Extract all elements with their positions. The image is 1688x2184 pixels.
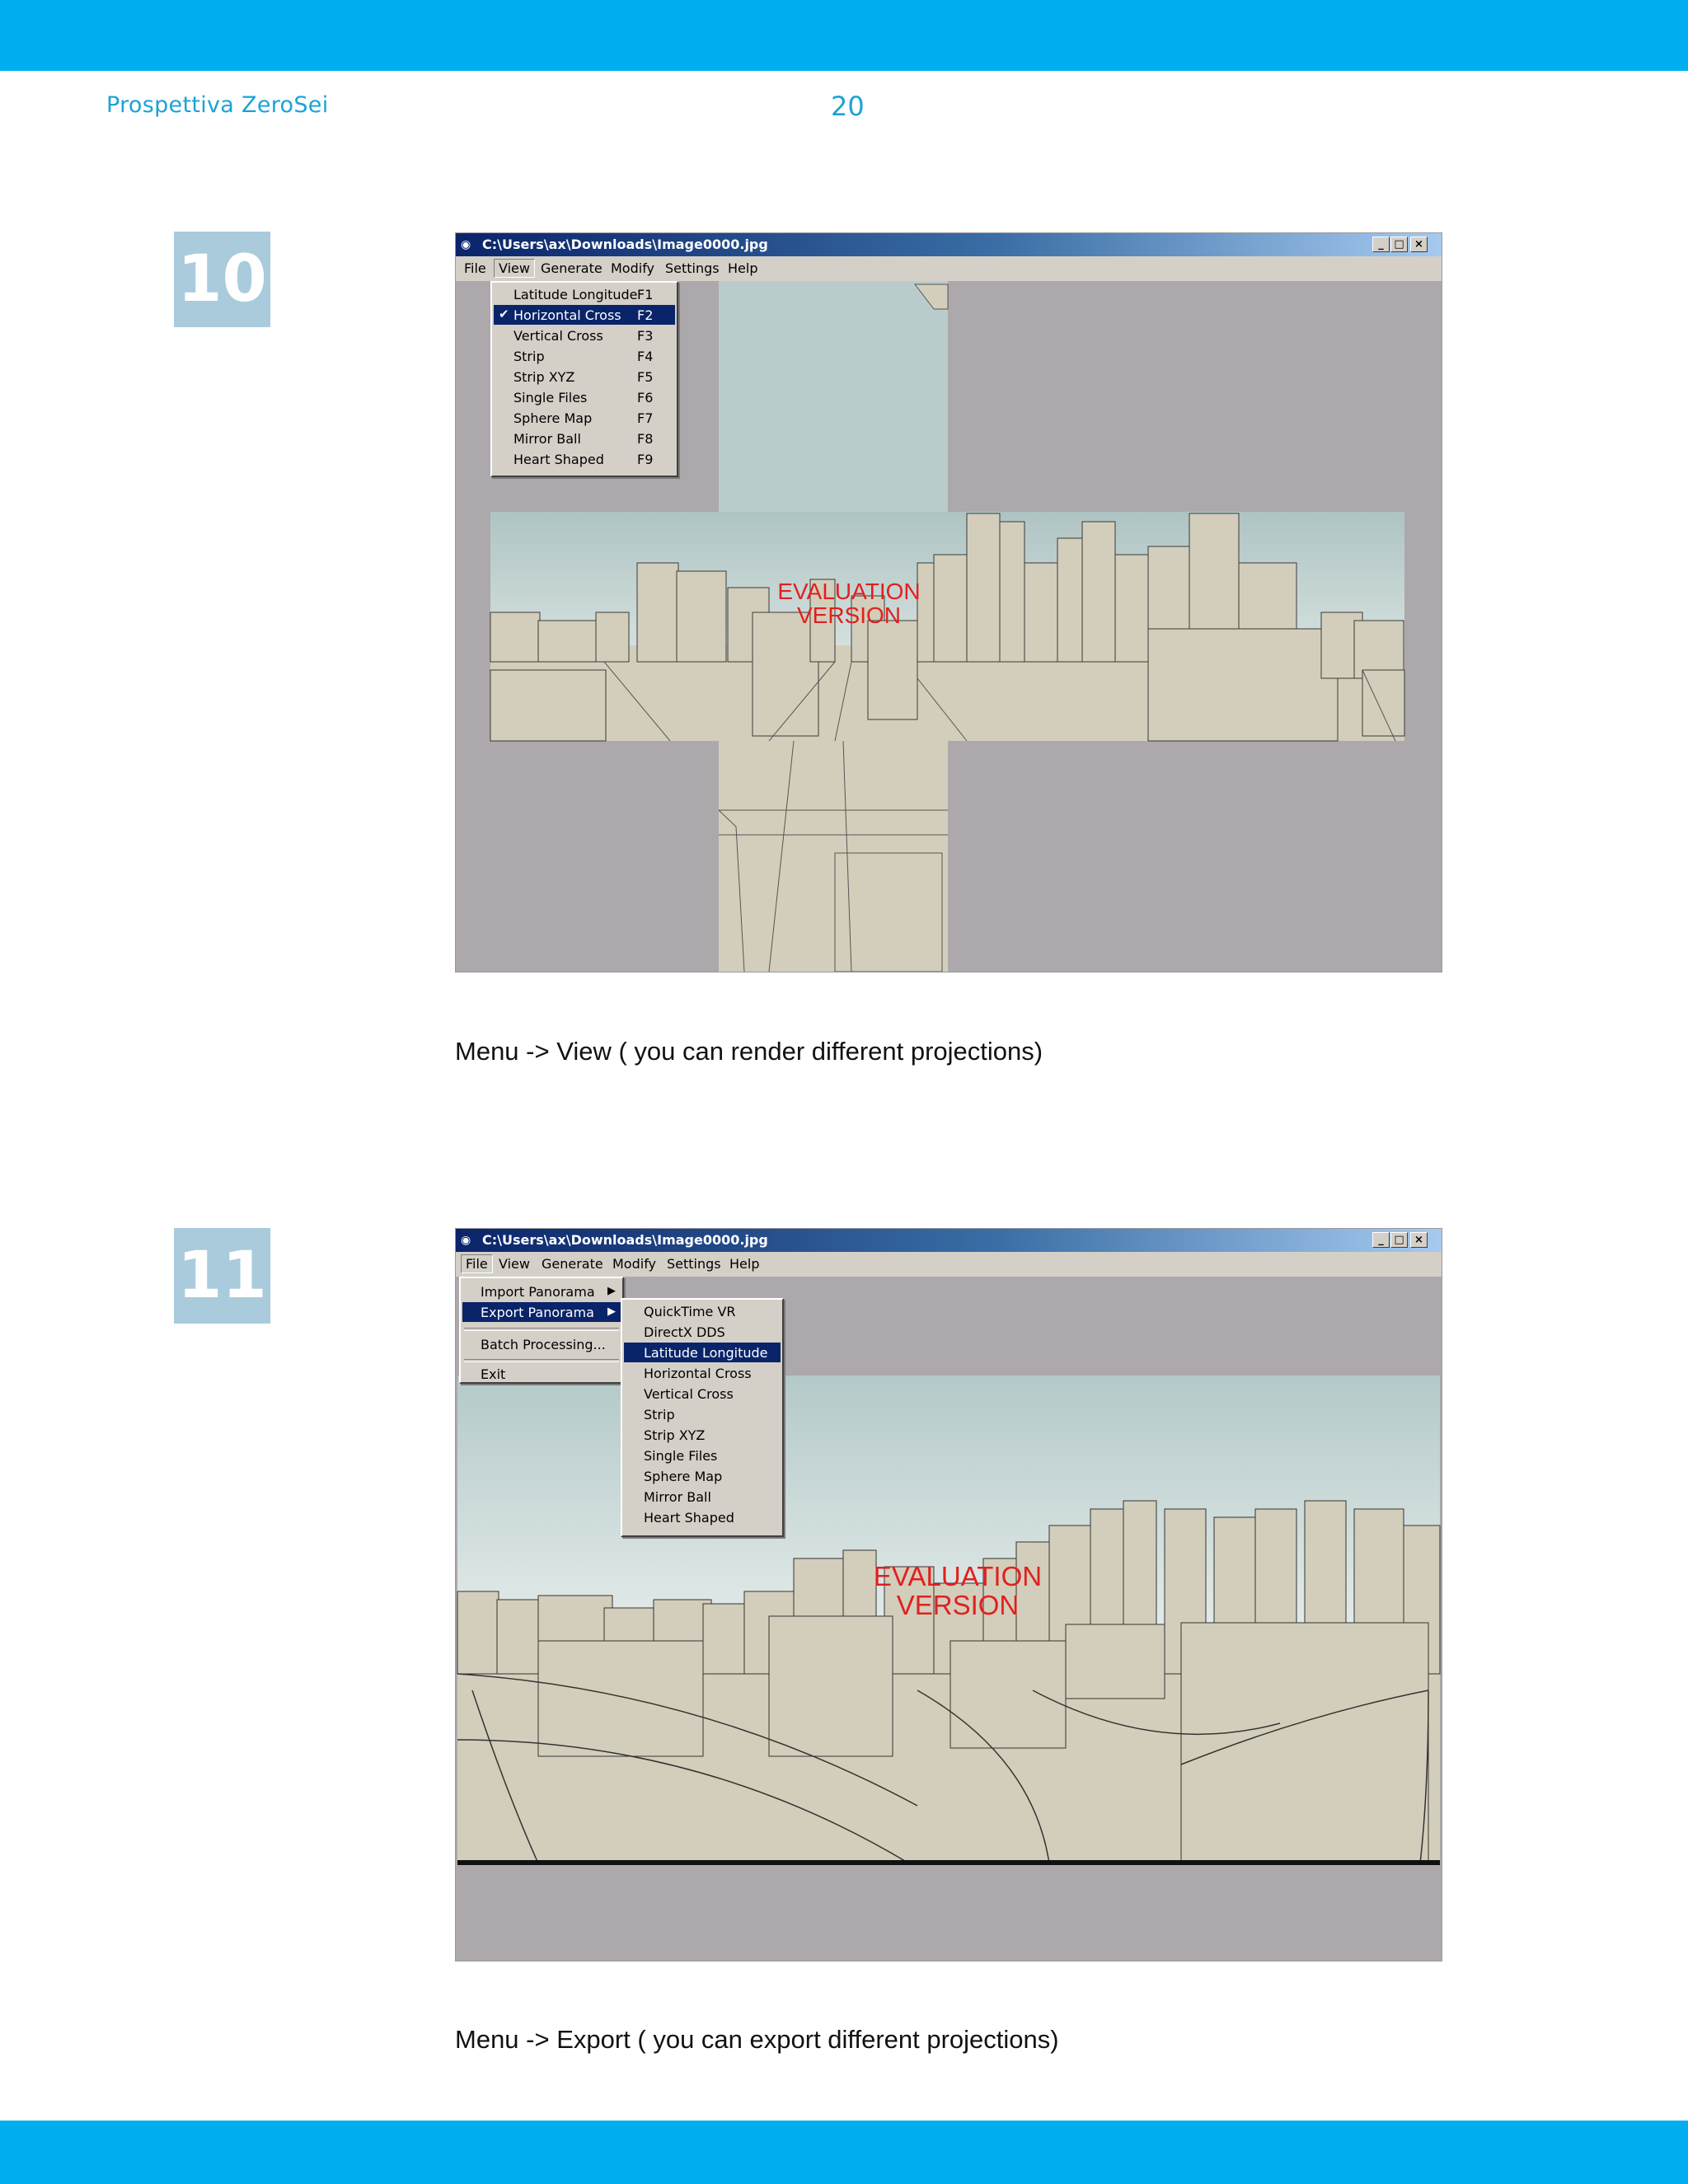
- export-item-horizontal-cross[interactable]: Horizontal Cross: [644, 1366, 752, 1381]
- menu-modify[interactable]: Modify: [612, 1256, 657, 1272]
- window-titlebar[interactable]: [456, 233, 1442, 256]
- export-item-strip[interactable]: Strip: [644, 1407, 675, 1422]
- close-button[interactable]: ×: [1410, 1232, 1428, 1248]
- file-item-import-panorama[interactable]: Import Panorama ▶: [481, 1284, 616, 1300]
- menu-help[interactable]: Help: [729, 1256, 760, 1272]
- app-icon: ◉: [461, 238, 471, 251]
- caption-step-10: Menu -> View ( you can render different projections): [455, 1037, 1043, 1066]
- export-item-directx-dds[interactable]: DirectX DDS: [644, 1324, 725, 1340]
- view-item-horizontal-cross[interactable]: ✔ Horizontal Cross F2: [494, 305, 675, 325]
- evaluation-watermark: EVALUATION VERSION: [777, 579, 921, 629]
- caption-step-11: Menu -> Export ( you can export different projections): [455, 2025, 1059, 2054]
- window-titlebar[interactable]: [456, 1229, 1442, 1252]
- submenu-arrow-icon: ▶: [607, 1305, 616, 1318]
- evaluation-watermark: EVALUATION VERSION: [873, 1561, 1043, 1620]
- check-icon: ✔: [499, 307, 509, 321]
- menu-separator: [464, 1328, 619, 1331]
- export-item-strip-xyz[interactable]: Strip XYZ: [644, 1427, 706, 1443]
- window-title: C:\Users\ax\Downloads\Image0000.jpg: [482, 1232, 768, 1248]
- menu-help[interactable]: Help: [728, 260, 758, 276]
- app-window-view: [455, 232, 1442, 972]
- export-item-latitude-longitude[interactable]: Latitude Longitude: [624, 1343, 781, 1362]
- export-item-vertical-cross[interactable]: Vertical Cross: [644, 1386, 734, 1402]
- submenu-arrow-icon: ▶: [607, 1285, 616, 1297]
- export-item-sphere-map[interactable]: Sphere Map: [644, 1469, 723, 1484]
- menu-file[interactable]: File: [464, 260, 486, 276]
- menu-separator: [464, 1359, 619, 1362]
- view-item-sphere-map[interactable]: Sphere Map F7: [513, 410, 654, 426]
- step-number-10: 10: [174, 232, 270, 327]
- brand-name: Prospettiva ZeroSei: [106, 92, 329, 118]
- file-item-exit[interactable]: Exit: [481, 1366, 506, 1382]
- export-submenu: [621, 1298, 784, 1537]
- menu-generate[interactable]: Generate: [542, 1256, 603, 1272]
- export-item-quicktime-vr[interactable]: QuickTime VR: [644, 1304, 736, 1319]
- step-number-11: 11: [174, 1228, 270, 1324]
- page-number: 20: [831, 91, 865, 122]
- footer-band: [0, 2121, 1688, 2184]
- view-item-vertical-cross[interactable]: Vertical Cross F3: [513, 328, 654, 344]
- menubar: [456, 1252, 1442, 1277]
- view-item-heart-shaped[interactable]: Heart Shaped F9: [513, 452, 654, 467]
- menu-settings[interactable]: Settings: [665, 260, 720, 276]
- minimize-button[interactable]: _: [1372, 1232, 1390, 1248]
- view-item-strip-xyz[interactable]: Strip XYZ F5: [513, 369, 654, 385]
- file-menu: [459, 1277, 624, 1384]
- minimize-button[interactable]: _: [1372, 237, 1390, 252]
- menu-view[interactable]: View: [494, 259, 535, 278]
- menu-file[interactable]: File: [461, 1254, 493, 1273]
- menu-view[interactable]: View: [499, 1256, 530, 1272]
- menubar: [456, 256, 1442, 281]
- view-item-mirror-ball[interactable]: Mirror Ball F8: [513, 431, 654, 447]
- app-icon: ◉: [461, 1234, 471, 1247]
- view-menu: [490, 281, 678, 477]
- menu-generate[interactable]: Generate: [541, 260, 603, 276]
- export-item-heart-shaped[interactable]: Heart Shaped: [644, 1510, 734, 1526]
- file-item-export-panorama[interactable]: Export Panorama ▶: [462, 1302, 621, 1322]
- maximize-button[interactable]: □: [1390, 237, 1408, 252]
- maximize-button[interactable]: □: [1390, 1232, 1408, 1248]
- close-button[interactable]: ×: [1410, 237, 1428, 252]
- view-item-strip[interactable]: Strip F4: [513, 349, 654, 364]
- app-window-export: [455, 1228, 1442, 1961]
- menu-settings[interactable]: Settings: [667, 1256, 721, 1272]
- menu-modify[interactable]: Modify: [611, 260, 655, 276]
- export-item-single-files[interactable]: Single Files: [644, 1448, 718, 1464]
- view-item-latitude-longitude[interactable]: Latitude Longitude F1: [513, 287, 654, 302]
- window-title: C:\Users\ax\Downloads\Image0000.jpg: [482, 237, 768, 252]
- view-item-single-files[interactable]: Single Files F6: [513, 390, 654, 405]
- header-band: [0, 0, 1688, 71]
- file-item-batch-processing[interactable]: Batch Processing...: [481, 1337, 606, 1352]
- export-item-mirror-ball[interactable]: Mirror Ball: [644, 1489, 711, 1505]
